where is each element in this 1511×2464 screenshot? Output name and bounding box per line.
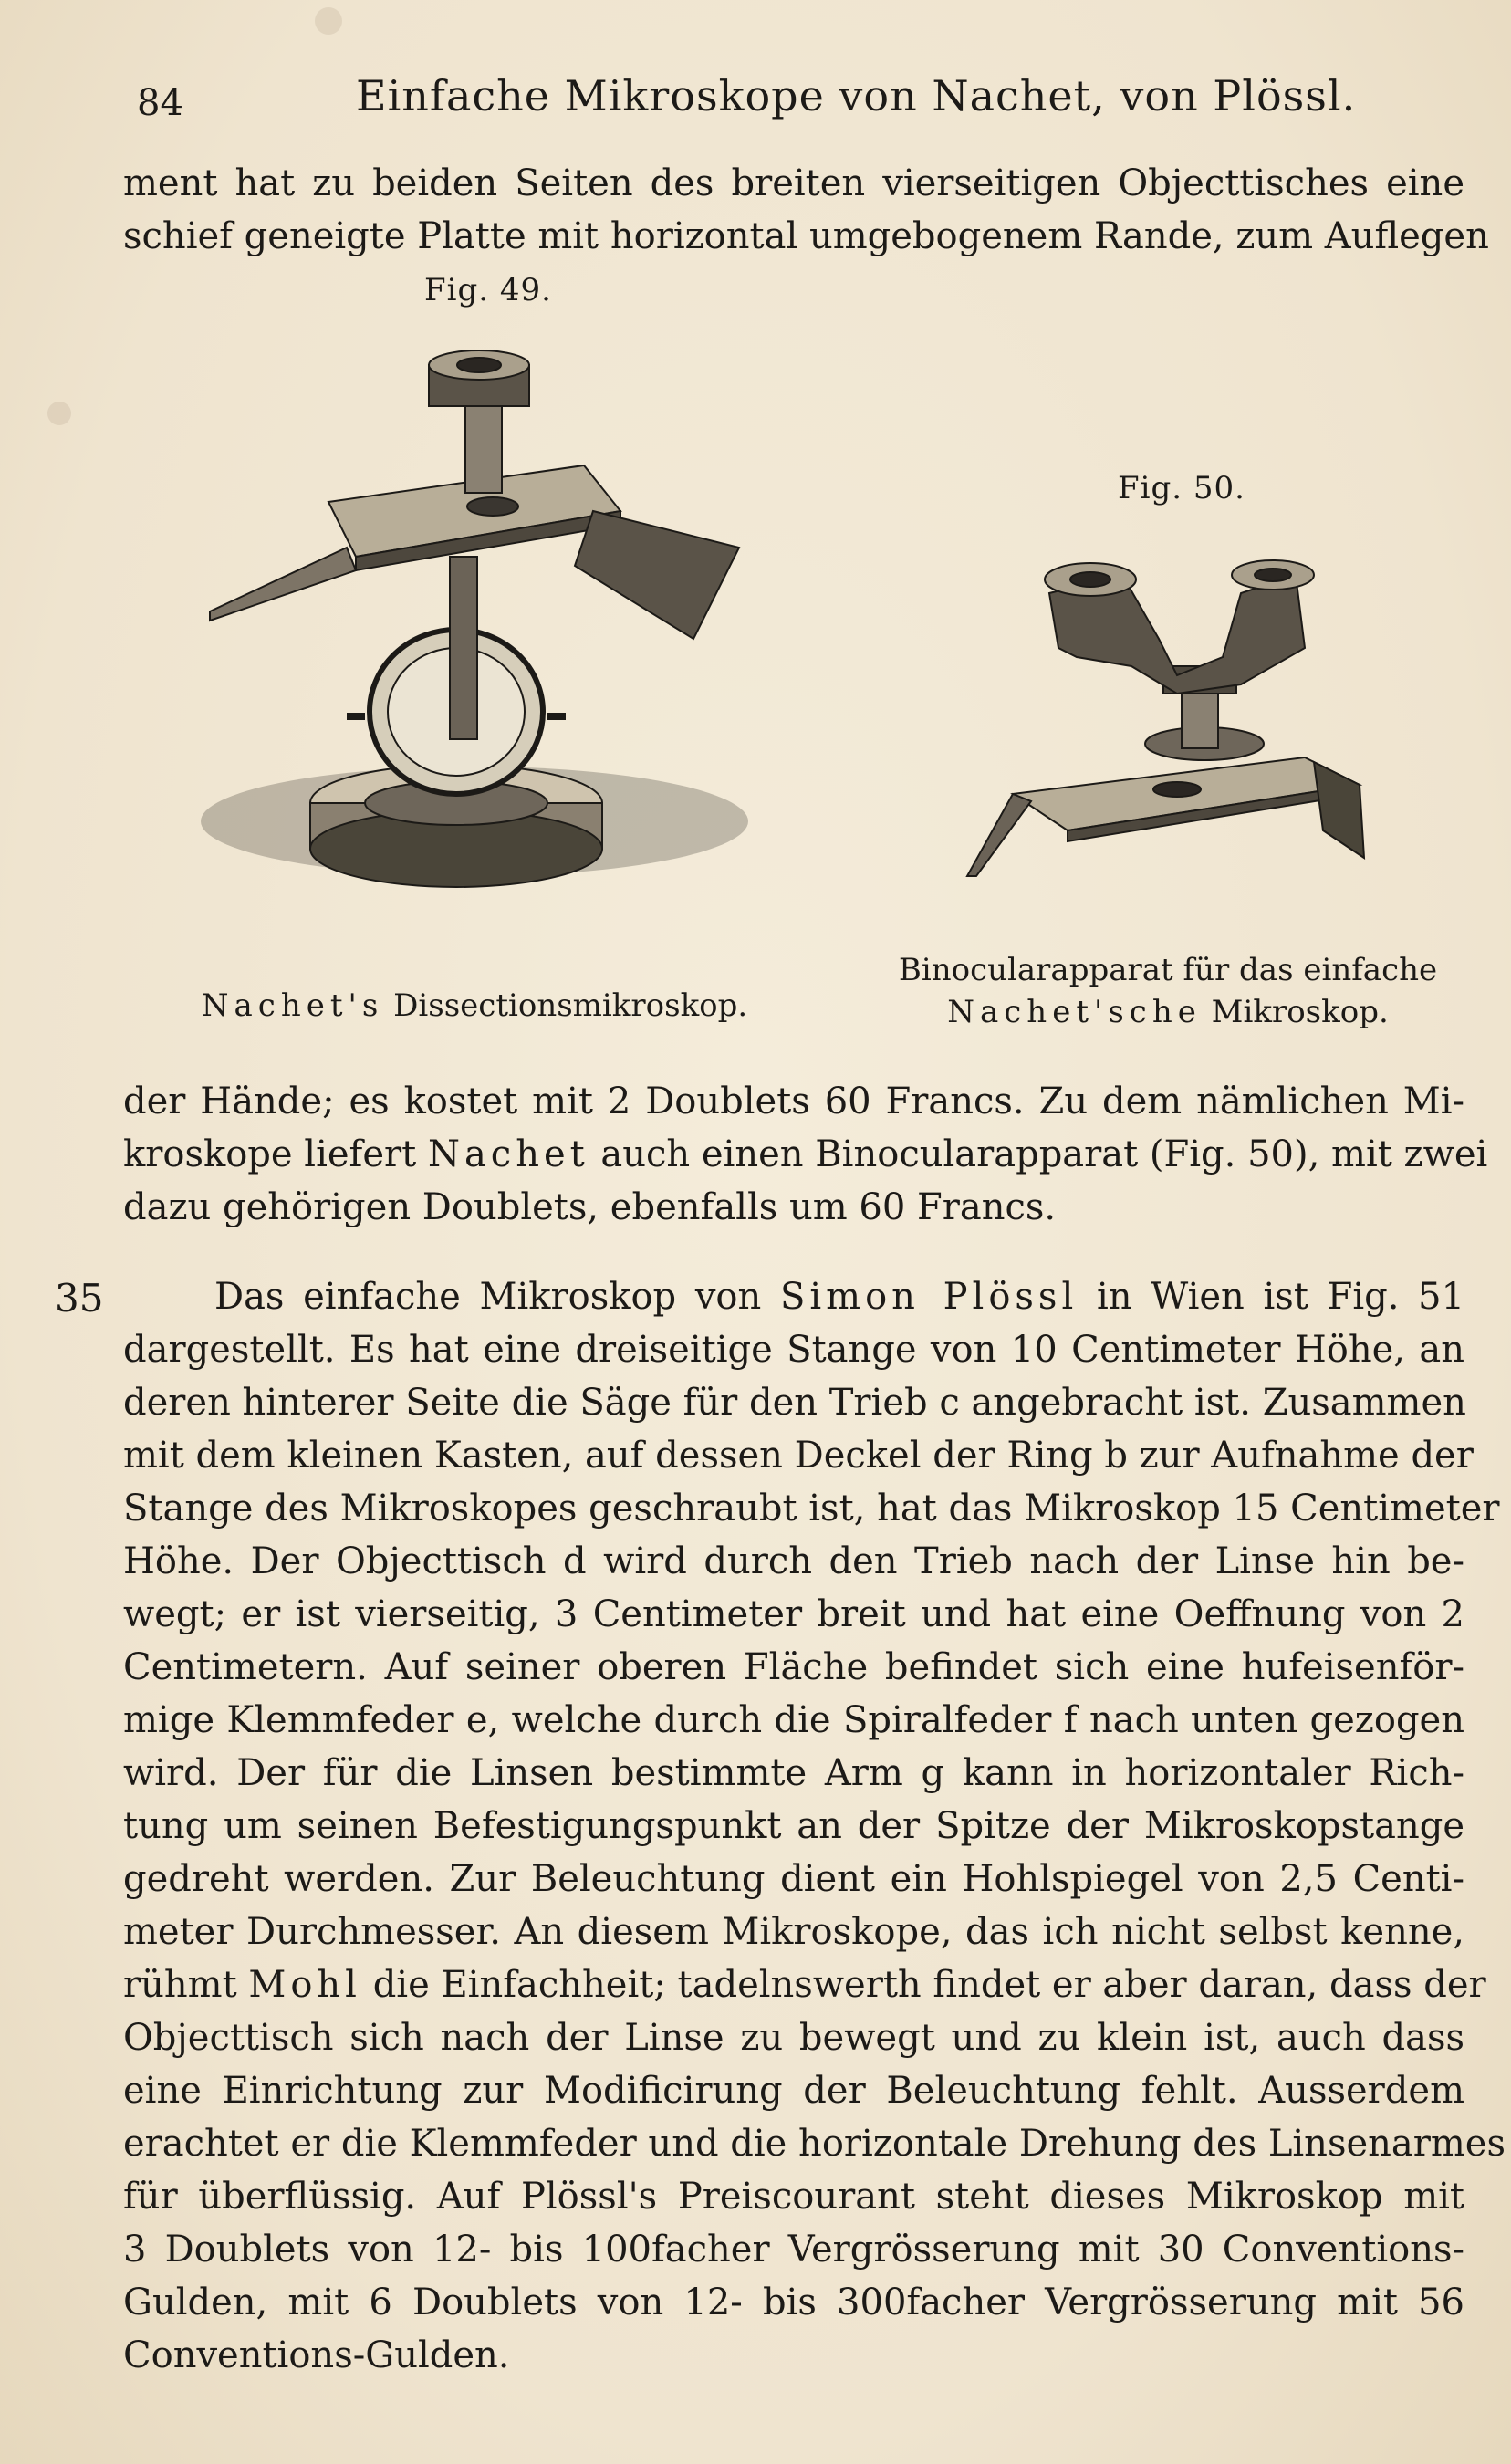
text-span: rühmt [123,1964,237,2006]
text-span: die Einfachheit; tadelnswerth findet er aber daran, dass der [372,1964,1486,2006]
caption-text: Binocularapparat für das einfache [898,952,1438,988]
figure-50-label: Fig. 50. [1118,470,1245,506]
text-line: wird. Der für die Linsen bestimmte Arm g kann in horizontaler Rich- [123,1752,1464,1794]
text-line: dazu gehörigen Doublets, ebenfalls um 60 Francs. [123,1186,1057,1228]
text-line: ment hat zu beiden Seiten des breiten vierseitigen Objecttisches eine [123,162,1464,204]
text-line: schief geneigte Platte mit horizontal umgebogenem Rande, zum Auflegen [123,215,1489,257]
running-title: Einfache Mikroskope von Nachet, von Plössl. [356,71,1357,120]
text-line: 3 Doublets von 12- bis 100facher Vergrösserung mit 30 Conventions- [123,2229,1464,2271]
paper-stain [47,402,71,425]
person-name: Simon Plössl [779,1276,1079,1318]
figure-49-caption [192,987,757,1024]
section-35-paragraph [123,1270,1506,2382]
text-span: auch einen Binocularapparat (Fig. 50), mit zwei [600,1133,1488,1175]
caption-line-2 [876,991,1460,1033]
text-span: kroskope liefert [123,1133,417,1175]
caption-person-name: Nachet'sche [947,994,1202,1030]
text-line: Gulden, mit 6 Doublets von 12- bis 300facher Vergrösserung mit 56 [123,2281,1464,2323]
figure-49-label: Fig. 49. [424,272,552,308]
top-paragraph [123,157,1489,263]
text-line: mige Klemmfeder e, welche durch die Spiralfeder f nach unten gezogen [123,1699,1464,1741]
text-line: deren hinterer Seite die Säge für den Trieb c angebracht ist. Zusammen [123,1382,1466,1424]
page-number: 84 [137,82,183,124]
text-line: Objecttisch sich nach der Linse zu bewegt und zu klein ist, auch dass [123,2017,1464,2059]
text-line [123,1128,1488,1181]
text-line [123,1270,1464,1323]
text-line: erachtet er die Klemmfeder und die horizontale Drehung des Linsenarmes [123,2123,1506,2165]
text-line: mit dem kleinen Kasten, auf dessen Deckel der Ring b zur Aufnahme der [123,1435,1474,1477]
dissection-microscope-engraving [192,329,757,913]
person-name: Mohl [248,1964,361,2006]
caption-text: Mikroskop. [1211,994,1389,1030]
text-line: für überflüssig. Auf Plössl's Preiscourant steht dieses Mikroskop mit [123,2176,1464,2218]
person-name: Nachet [427,1133,589,1175]
section-number: 35 [55,1276,104,1321]
text-span: Das einfache Mikroskop von [214,1276,762,1318]
text-span: in Wien ist Fig. 51 [1096,1276,1465,1318]
text-line: meter Durchmesser. An diesem Mikroskope, das ich nicht selbst kenne, [123,1911,1464,1953]
text-line: Höhe. Der Objecttisch d wird durch den Trieb nach der Linse hin be- [123,1540,1464,1582]
text-line: der Hände; es kostet mit 2 Doublets 60 Francs. Zu dem nämlichen Mi- [123,1081,1464,1122]
middle-paragraph [123,1075,1488,1234]
text-line [123,1958,1486,2011]
text-line: dargestellt. Es hat eine dreiseitige Stange von 10 Centimeter Höhe, an [123,1329,1464,1371]
text-line: Conventions-Gulden. [123,2334,510,2376]
text-line: Centimetern. Auf seiner oberen Fläche befindet sich eine hufeisenför- [123,1646,1464,1688]
binocular-apparatus-engraving [949,557,1369,894]
text-line: eine Einrichtung zur Modificirung der Beleuchtung fehlt. Ausserdem [123,2070,1464,2112]
paper-stain [315,7,342,35]
text-line: Stange des Mikroskopes geschraubt ist, hat das Mikroskop 15 Centimeter [123,1488,1500,1530]
text-line: gedreht werden. Zur Beleuchtung dient ein Hohlspiegel von 2,5 Centi- [123,1858,1464,1900]
caption-text: Dissectionsmikroskop. [393,987,748,1024]
text-line: tung um seinen Befestigungspunkt an der Spitze der Mikroskopstange [123,1805,1464,1847]
text-line: wegt; er ist vierseitig, 3 Centimeter breit und hat eine Oeffnung von 2 [123,1593,1464,1635]
figure-50-caption [876,949,1460,1033]
caption-person-name: Nachet's [201,987,384,1024]
page-header [137,71,1460,126]
